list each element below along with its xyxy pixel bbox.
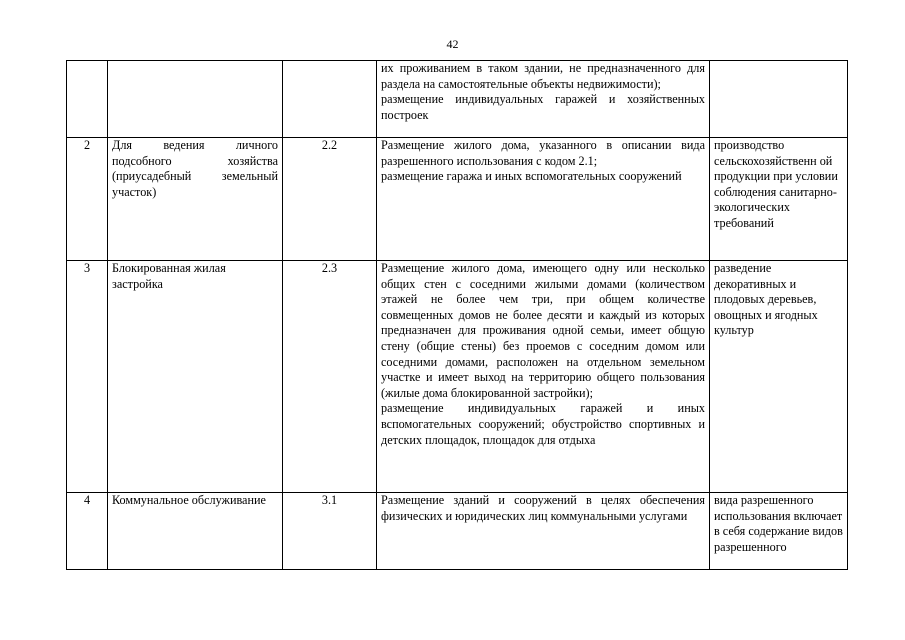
conditions-cell: производство сельскохозяйственн ой продукции при условии соблюдения санитарно-экологических требований	[710, 138, 848, 261]
description-paragraph: их проживанием в таком здании, не предназначенного для раздела на самостоятельные объекты недвижимости);	[381, 61, 705, 91]
conditions-cell	[710, 61, 848, 138]
description-cell	[377, 261, 710, 493]
page-number: 42	[446, 37, 459, 51]
land-use-code-cell: 2.3	[283, 261, 377, 493]
table-row-continued	[67, 61, 848, 138]
description-paragraph: Размещение зданий и сооружений в целях обеспечения физических и юридических лиц коммунальными услугами	[381, 493, 705, 523]
row-number-cell: 2	[67, 138, 108, 261]
table-row	[67, 493, 848, 570]
row-number-cell	[67, 61, 108, 138]
description-cell	[377, 493, 710, 570]
description-cell	[377, 138, 710, 261]
row-number-cell: 3	[67, 261, 108, 493]
land-use-table	[66, 60, 848, 570]
description-paragraph: размещение индивидуальных гаражей и хозяйственных построек	[381, 92, 705, 122]
conditions-cell: вида разрешенного использования включает в себя содержание видов разрешенного	[710, 493, 848, 570]
table-row	[67, 261, 848, 493]
row-number-cell: 4	[67, 493, 108, 570]
description-cell	[377, 61, 710, 138]
land-use-name: Для ведения личного подсобного хозяйства (приусадебный земельный участок)	[112, 138, 278, 199]
description-paragraph: Размещение жилого дома, указанного в описании вида разрешенного использования с кодом 2.1;	[381, 138, 705, 168]
land-use-name-cell	[108, 138, 283, 261]
table-row	[67, 138, 848, 261]
conditions-cell: разведение декоративных и плодовых деревьев, овощных и ягодных культур	[710, 261, 848, 493]
description-paragraph: Размещение жилого дома, имеющего одну или несколько общих стен с соседними жилыми домами (количеством этажей не более чем три, при общем количестве совмещенных домов не более десяти и каждый из которых предназначен для проживания одной семьи, имеет общую стену (общие стены) без проемов с соседним домом или соседними домами, расположен на отдельном земельном участке и имеет выход на территорию общего пользования (жилые дома блокированной застройки);	[381, 261, 705, 400]
land-use-name-cell: Коммунальное обслуживание	[108, 493, 283, 570]
land-use-name-cell: Блокированная жилая застройка	[108, 261, 283, 493]
land-use-code-cell	[283, 61, 377, 138]
description-paragraph: размещение гаража и иных вспомогательных сооружений	[381, 169, 682, 184]
land-use-name-cell	[108, 61, 283, 138]
land-use-code-cell: 2.2	[283, 138, 377, 261]
land-use-code-cell: 3.1	[283, 493, 377, 570]
description-paragraph: размещение индивидуальных гаражей и иных вспомогательных сооружений; обустройство спортивных и детских площадок, площадок для отдыха	[381, 401, 705, 447]
